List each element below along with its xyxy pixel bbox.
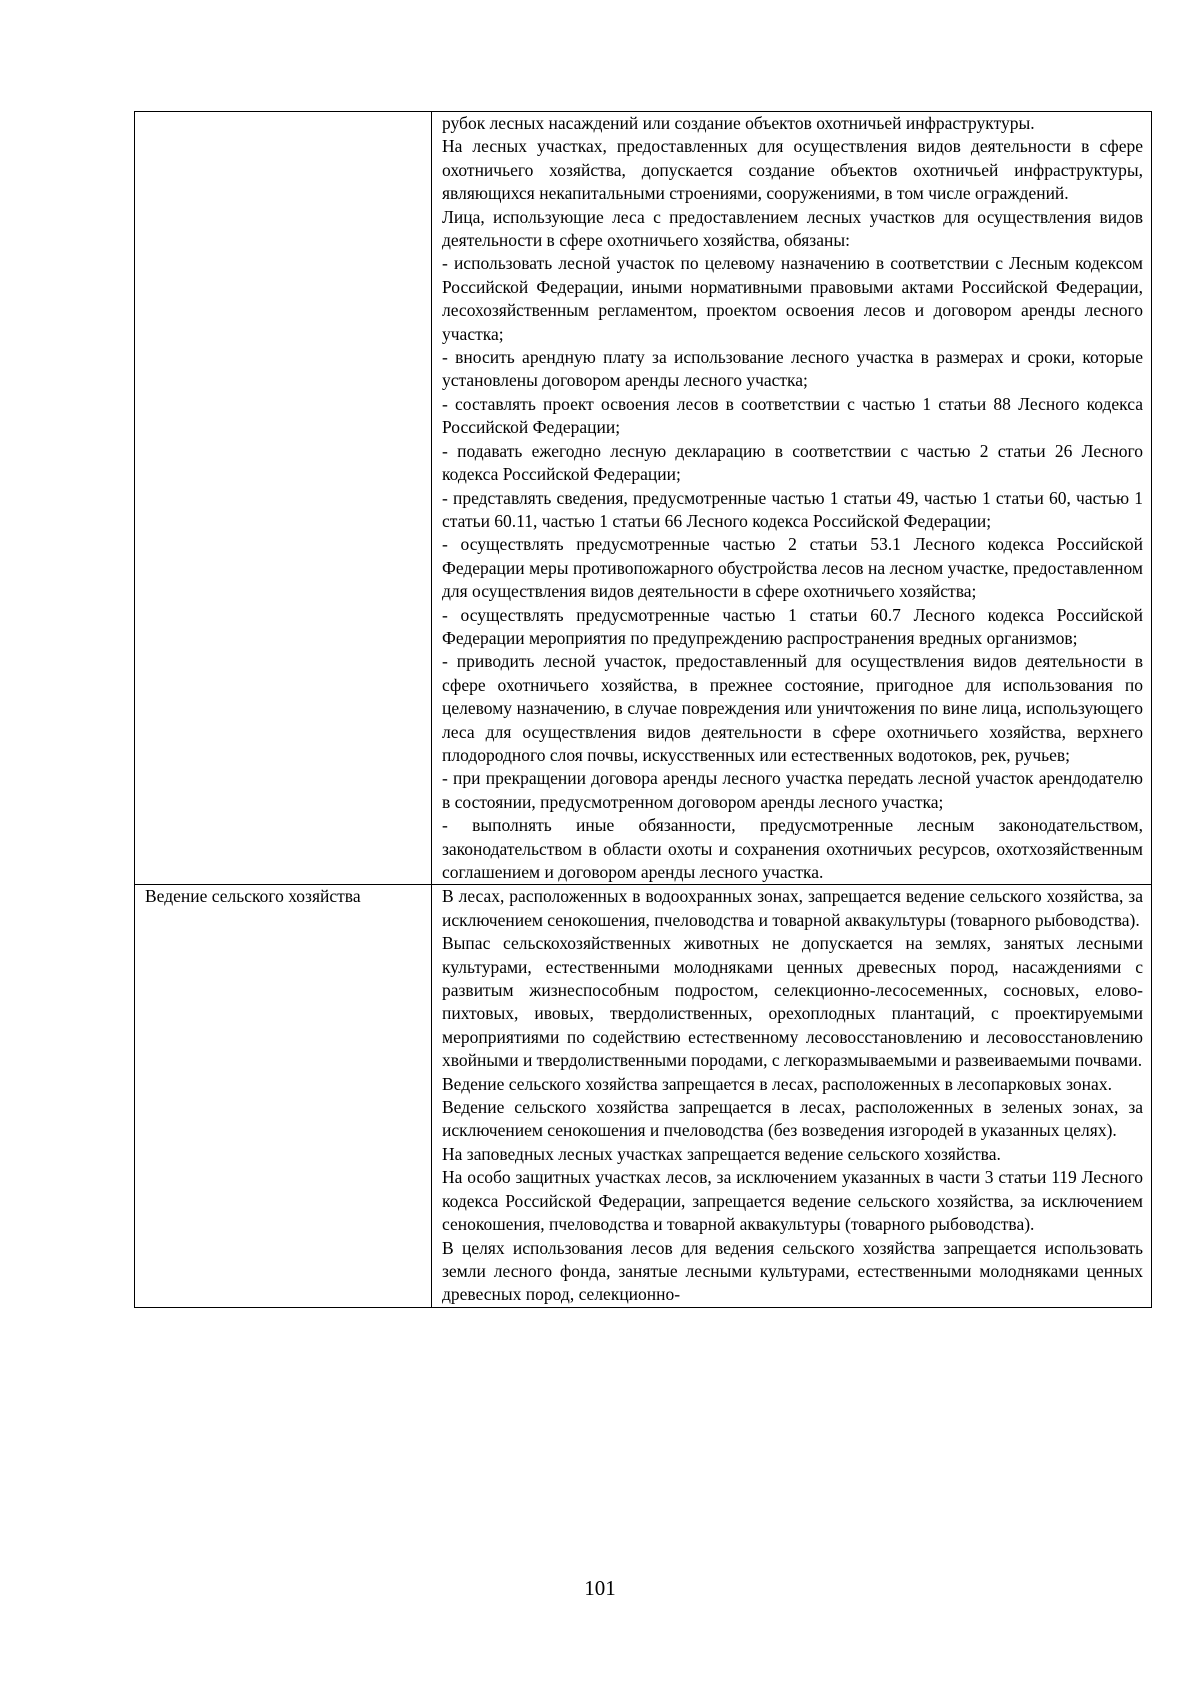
regulation-table (134, 111, 1152, 1308)
paragraph: Ведение сельского хозяйства запрещается в лесах, расположенных в лесопарковых зонах. (442, 1073, 1112, 1094)
paragraph: Лица, использующие леса с предоставлением лесных участков для осуществления видов деятельности в сфере охотничьего хозяйства, обязаны: (442, 206, 1143, 251)
paragraph: - при прекращении договора аренды лесного участка передать лесной участок арендодателю в состоянии, предусмотренном договором аренды лесного участка; (442, 768, 1143, 812)
paragraph: На особо защитных участках лесов, за исключением указанных в части 3 статьи 119 Лесного кодекса Российской Федерации, запрещается ведение сельского хозяйства, за исключением сенокошения, пчеловодства и товарной аквакультуры (товарного рыбоводства). (442, 1167, 1143, 1235)
paragraph: В целях использования лесов для ведения сельского хозяйства запрещается использовать земли лесного фонда, занятые лесными культурами, естественными молодняками ценных древесных пород, селекционно- (442, 1237, 1143, 1305)
table-row (135, 885, 1152, 1307)
table-row (135, 112, 1152, 885)
activity-cell: Ведение сельского хозяйства (135, 885, 432, 1307)
paragraph: - выполнять иные обязанности, предусмотренные лесным законодательством, законодательством в области охоты и сохранения охотничьих ресурсов, охотхозяйственным соглашением и договором аренды лесного участка. (442, 815, 1143, 882)
requirements-cell (432, 885, 1152, 1307)
paragraph: - использовать лесной участок по целевому назначению в соответствии с Лесным кодексом Российской Федерации, иными нормативными правовыми актами Российской Федерации, лесохозяйственным регламентом, проектом освоения лесов и договором аренды лесного участка; (442, 253, 1143, 344)
requirements-cell (432, 112, 1152, 885)
paragraph: - вносить арендную плату за использование лесного участка в размерах и сроки, которые установлены договором аренды лесного участка; (442, 347, 1143, 391)
paragraph: - осуществлять предусмотренные частью 1 статьи 60.7 Лесного кодекса Российской Федерации мероприятия по предупреждению распространения вредных организмов; (442, 604, 1143, 648)
page-number: 101 (584, 1576, 616, 1600)
paragraph: - представлять сведения, предусмотренные частью 1 статьи 49, частью 1 статьи 60, частью 1 статьи 60.11, частью 1 статьи 66 Лесного кодекса Российской Федерации; (442, 487, 1143, 531)
paragraph: Выпас сельскохозяйственных животных не допускается на землях, занятых лесными культурами, естественными молодняками ценных древесных пород, насаждениями с развитым жизнеспособным подростом, селекционно-лесосеменных, сосновых, елово-пихтовых, ивовых, твердолиственных, орехоплодных плантаций, с проектируемыми мероприятиями по содействию естественному лесовосстановлению и лесовосстановлению хвойными и твердолиственными породами, с легкоразмываемыми и развеиваемыми почвами. (442, 933, 1143, 1071)
paragraph: - составлять проект освоения лесов в соответствии с частью 1 статьи 88 Лесного кодекса Российской Федерации; (442, 393, 1143, 438)
paragraph: рубок лесных насаждений или создание объектов охотничьей инфраструктуры. (442, 113, 1035, 133)
paragraph: - осуществлять предусмотренные частью 2 статьи 53.1 Лесного кодекса Российской Федерации меры противопожарного обустройства лесов на лесном участке, предоставленном для осуществления видов деятельности в сфере охотничьего хозяйства; (442, 534, 1143, 602)
paragraph: На заповедных лесных участках запрещается ведение сельского хозяйства. (442, 1143, 1001, 1164)
paragraph: - подавать ежегодно лесную декларацию в соответствии с частью 2 статьи 26 Лесного кодекса Российской Федерации; (442, 440, 1143, 485)
paragraph: В лесах, расположенных в водоохранных зонах, запрещается ведение сельского хозяйства, за исключением сенокошения, пчеловодства и товарной аквакультуры (товарного рыбоводства). (442, 886, 1143, 930)
paragraph: Ведение сельского хозяйства запрещается в лесах, расположенных в зеленых зонах, за исключением сенокошения и пчеловодства (без возведения изгородей в указанных целях). (442, 1097, 1143, 1141)
paragraph: - приводить лесной участок, предоставленный для осуществления видов деятельности в сфере охотничьего хозяйства, в прежнее состояние, пригодное для использования по целевому назначению, в случае повреждения или уничтожения по вине лица, использующего леса для осуществления видов деятельности в сфере охотничьего хозяйства, верхнего плодородного слоя почвы, искусственных или естественных водотоков, рек, ручьев; (442, 651, 1143, 765)
activity-cell (135, 112, 432, 885)
paragraph: На лесных участках, предоставленных для осуществления видов деятельности в сфере охотничьего хозяйства, допускается создание объектов охотничьей инфраструктуры, являющихся некапитальными строениями, сооружениями, в том числе ограждений. (442, 136, 1143, 204)
